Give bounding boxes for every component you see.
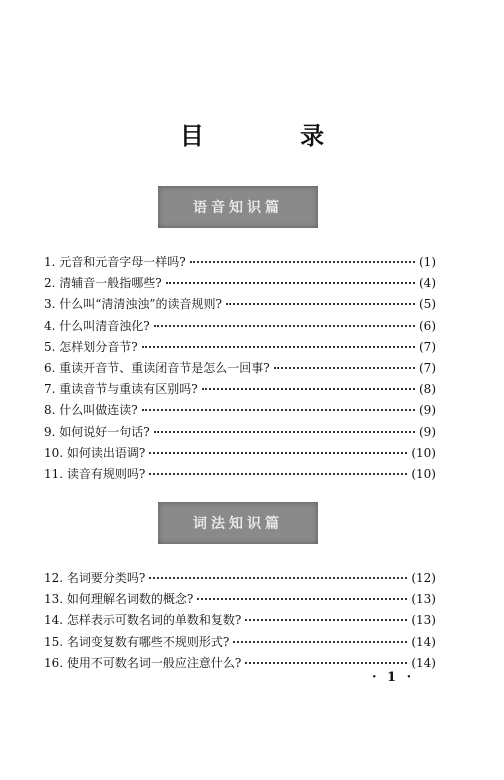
dot-leader — [149, 444, 407, 454]
dot-leader — [149, 569, 407, 579]
dot-leader — [154, 317, 415, 327]
dot-leader — [202, 380, 415, 390]
toc-entry-page: (13) — [411, 592, 436, 607]
dot-leader — [274, 359, 415, 369]
toc-entry-page: (5) — [419, 297, 436, 312]
toc-entry-title: 4. 什么叫清音浊化? — [44, 318, 150, 333]
toc-entry — [44, 568, 436, 589]
toc-entry-title: 9. 如何说好一句话? — [44, 424, 150, 439]
page-number: · 1 · — [372, 670, 415, 685]
toc-entry-title: 8. 什么叫做连读? — [44, 403, 138, 418]
toc-entry — [44, 422, 436, 443]
toc-entry-title: 7. 重读音节与重读有区别吗? — [44, 382, 198, 397]
toc-entry-page: (7) — [419, 360, 436, 375]
toc-entry — [44, 443, 436, 464]
section-banner-morphology: 词法知识篇 — [158, 502, 318, 544]
toc-entry-page: (6) — [419, 318, 436, 333]
toc-entry-page: (10) — [411, 445, 436, 460]
toc-entry-title: 10. 如何读出语调? — [44, 445, 146, 460]
toc-entry — [44, 273, 436, 294]
page-title: 目 录 — [179, 122, 369, 150]
dot-leader — [166, 274, 415, 284]
toc-entry-title: 13. 如何理解名词数的概念? — [44, 592, 194, 607]
toc-entry-title: 5. 怎样划分音节? — [44, 339, 138, 354]
toc-entry — [44, 610, 436, 631]
toc-entry — [44, 589, 436, 610]
toc-entry — [44, 252, 436, 273]
toc-entry-title: 14. 怎样表示可数名词的单数和复数? — [44, 613, 242, 628]
toc-entry-title: 11. 读音有规则吗? — [44, 466, 146, 481]
toc-entry — [44, 358, 436, 379]
toc-entry — [44, 379, 436, 400]
toc-entry-page: (8) — [419, 382, 436, 397]
dot-leader — [142, 401, 415, 411]
dot-leader — [245, 654, 407, 664]
toc-entry-title: 6. 重读开音节、重读闭音节是怎么一回事? — [44, 360, 270, 375]
toc-entry — [44, 632, 436, 653]
toc-entry — [44, 316, 436, 337]
toc-entry-title: 12. 名词要分类吗? — [44, 571, 146, 585]
toc-entry — [44, 337, 436, 358]
dot-leader — [233, 633, 407, 643]
toc-list-morphology — [44, 568, 436, 674]
toc-entry-page: (4) — [419, 276, 436, 291]
dot-leader — [190, 253, 415, 263]
section-banner-phonetics: 语音知识篇 — [158, 186, 318, 228]
toc-entry-page: (9) — [419, 403, 436, 418]
dot-leader — [226, 295, 415, 305]
toc-entry-title: 16. 使用不可数名词一般应注意什么? — [44, 655, 242, 670]
toc-entry-title: 1. 元音和元音字母一样吗? — [44, 255, 186, 269]
toc-entry-page: (14) — [411, 655, 436, 670]
toc-entry-page: (9) — [419, 424, 436, 439]
toc-entry-page: (1) — [419, 255, 436, 269]
dot-leader — [245, 611, 407, 621]
toc-entry-page: (13) — [411, 613, 436, 628]
toc-entry-title: 3. 什么叫“清清浊浊”的读音规则? — [44, 297, 222, 312]
dot-leader — [142, 338, 415, 348]
toc-entry — [44, 400, 436, 421]
dot-leader — [149, 465, 407, 475]
toc-entry-page: (7) — [419, 339, 436, 354]
dot-leader — [154, 423, 415, 433]
toc-entry-title: 2. 清辅音一般指哪些? — [44, 276, 162, 291]
toc-entry — [44, 464, 436, 485]
toc-entry-page: (10) — [411, 466, 436, 481]
toc-entry-page: (12) — [411, 571, 436, 585]
dot-leader — [197, 590, 407, 600]
toc-entry-title: 15. 名词变复数有哪些不规则形式? — [44, 634, 230, 649]
toc-entry — [44, 294, 436, 315]
toc-list-phonetics — [44, 252, 436, 485]
toc-entry-page: (14) — [411, 634, 436, 649]
